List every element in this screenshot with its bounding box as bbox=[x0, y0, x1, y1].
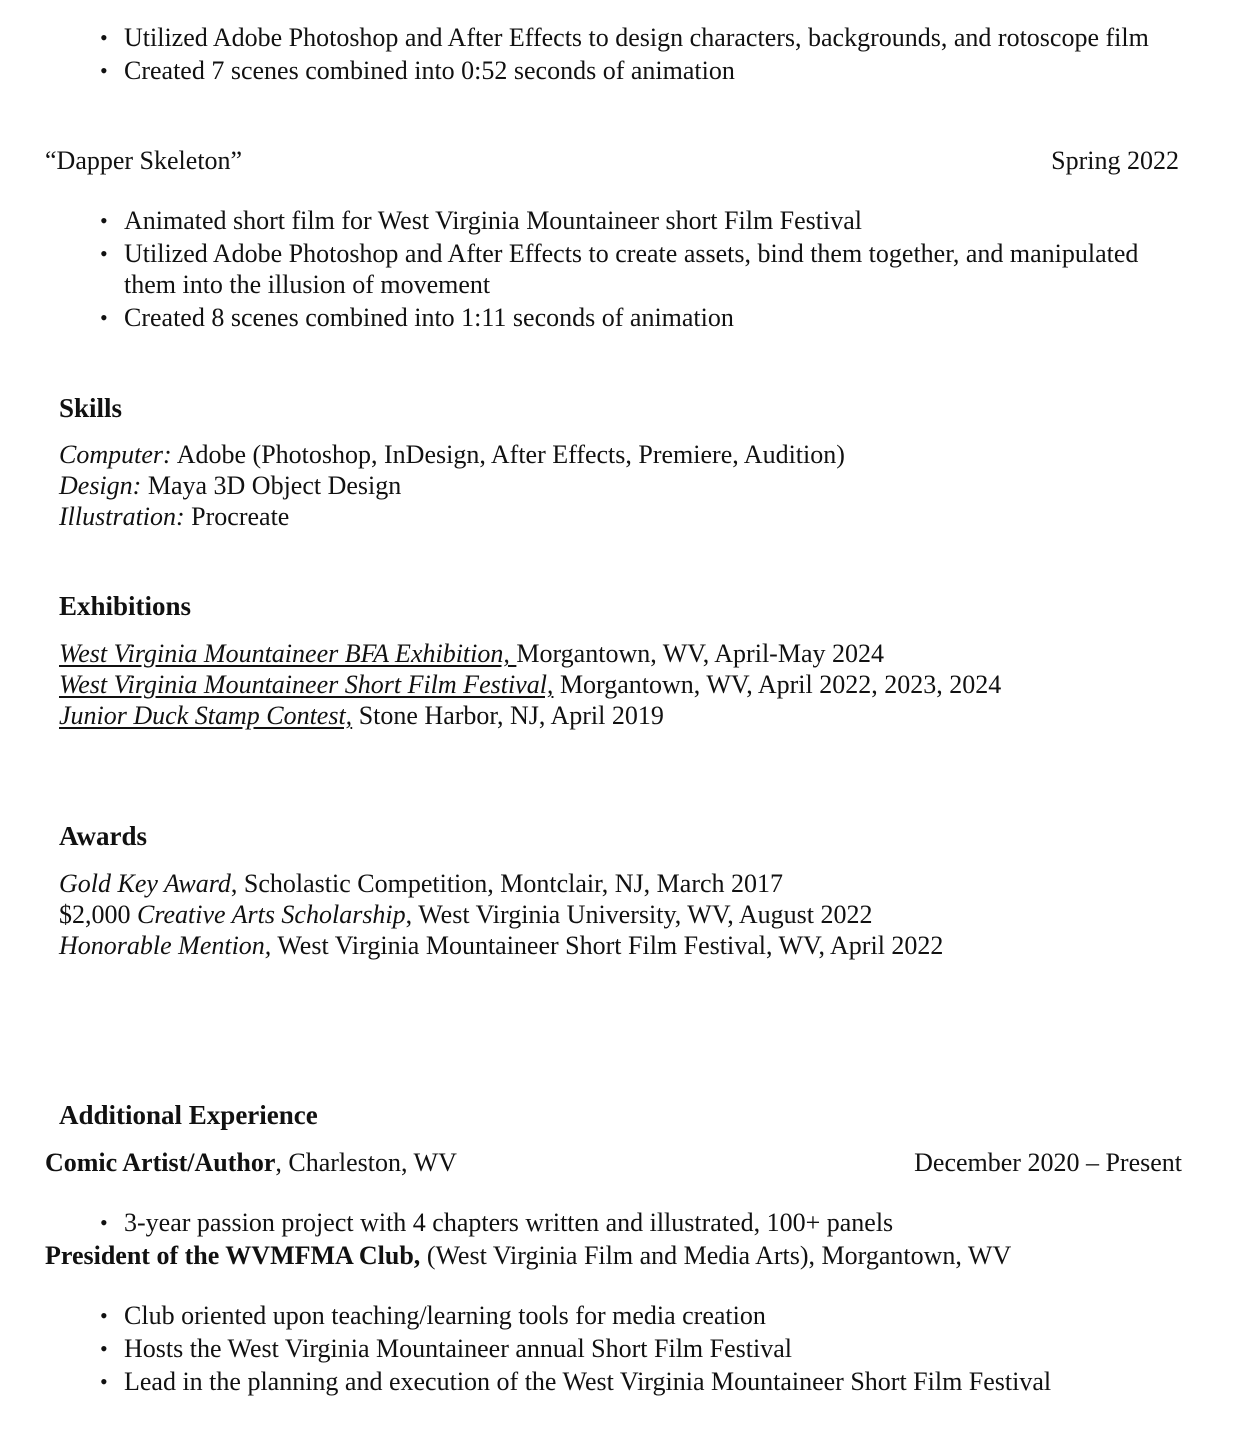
president-details: (West Virginia Film and Media Arts), Morgantown, WV bbox=[420, 1241, 1012, 1270]
bullet-item: • Utilized Adobe Photoshop and After Effects to create assets, bind them together, and manipulated them into the illusion of movement bbox=[45, 238, 1195, 300]
bullet-item: • Club oriented upon teaching/learning tools for media creation bbox=[45, 1300, 1195, 1331]
bullet-item: • Created 7 scenes combined into 0:52 seconds of animation bbox=[45, 55, 1185, 86]
exhibition-details: Morgantown, WV, April-May 2024 bbox=[516, 639, 884, 668]
skills-illustration bbox=[59, 501, 289, 532]
skills-design bbox=[59, 470, 401, 501]
bullet-item: • Utilized Adobe Photoshop and After Effects to design characters, backgrounds, and rotoscope film bbox=[45, 22, 1185, 53]
bullet-item: • Lead in the planning and execution of the West Virginia Mountaineer Short Film Festival bbox=[45, 1366, 1195, 1397]
exhibition-title: West Virginia Mountaineer BFA Exhibition, bbox=[59, 639, 517, 668]
president-role-line bbox=[45, 1240, 1011, 1271]
award-item bbox=[59, 899, 872, 930]
comic-role: Comic Artist/Author bbox=[45, 1148, 276, 1177]
skills-heading: Skills bbox=[59, 393, 123, 423]
comic-date: December 2020 – Present bbox=[914, 1148, 1182, 1177]
exhibition-title: West Virginia Mountaineer Short Film Festival, bbox=[59, 670, 554, 699]
president-bullets bbox=[45, 1300, 1195, 1399]
comic-location: , Charleston, WV bbox=[275, 1148, 457, 1177]
skill-label: Computer: bbox=[59, 440, 172, 469]
exhibition-details: Morgantown, WV, April 2022, 2023, 2024 bbox=[553, 670, 1002, 699]
award-details: , Scholastic Competition, Montclair, NJ, March 2017 bbox=[230, 869, 784, 898]
skill-value: Procreate bbox=[184, 502, 290, 531]
comic-role-line bbox=[45, 1147, 457, 1178]
exhibition-details: Stone Harbor, NJ, April 2019 bbox=[352, 701, 664, 730]
president-role: President of the WVMFMA Club, bbox=[45, 1241, 421, 1270]
award-details: , West Virginia University, WV, August 2022 bbox=[405, 900, 873, 929]
exhibition-item bbox=[59, 669, 1001, 700]
project-bullets-dapper bbox=[45, 205, 1195, 335]
exhibition-title: Junior Duck Stamp Contest, bbox=[59, 701, 353, 730]
additional-experience-heading: Additional Experience bbox=[59, 1100, 318, 1130]
project-date: Spring 2022 bbox=[1051, 146, 1179, 175]
exhibition-item bbox=[59, 700, 664, 731]
bullet-item: • Animated short film for West Virginia Mountaineer short Film Festival bbox=[45, 205, 1195, 236]
project-title: “Dapper Skeleton” bbox=[45, 146, 243, 175]
comic-bullets bbox=[45, 1207, 1195, 1240]
award-prefix: $2,000 bbox=[59, 900, 137, 929]
award-title: Creative Arts Scholarship bbox=[137, 900, 406, 929]
skill-value: Adobe (Photoshop, InDesign, After Effects, Premiere, Audition) bbox=[171, 440, 845, 469]
bullet-item: • 3-year passion project with 4 chapters written and illustrated, 100+ panels bbox=[45, 1207, 1195, 1238]
exhibitions-heading: Exhibitions bbox=[59, 591, 192, 621]
bullet-item: • Created 8 scenes combined into 1:11 seconds of animation bbox=[45, 302, 1195, 333]
skill-label: Illustration: bbox=[59, 502, 185, 531]
skills-computer bbox=[59, 439, 845, 470]
award-title: Honorable Mention, bbox=[59, 931, 272, 960]
award-title: Gold Key Award bbox=[59, 869, 231, 898]
awards-heading: Awards bbox=[59, 821, 148, 851]
award-details: West Virginia Mountaineer Short Film Festival, WV, April 2022 bbox=[271, 931, 944, 960]
award-item bbox=[59, 868, 783, 899]
award-item bbox=[59, 930, 943, 961]
bullet-item: • Hosts the West Virginia Mountaineer annual Short Film Festival bbox=[45, 1333, 1195, 1364]
exhibition-item bbox=[59, 638, 884, 669]
skill-value: Maya 3D Object Design bbox=[141, 471, 402, 500]
project-bullets-top bbox=[45, 22, 1185, 88]
skill-label: Design: bbox=[59, 471, 142, 500]
